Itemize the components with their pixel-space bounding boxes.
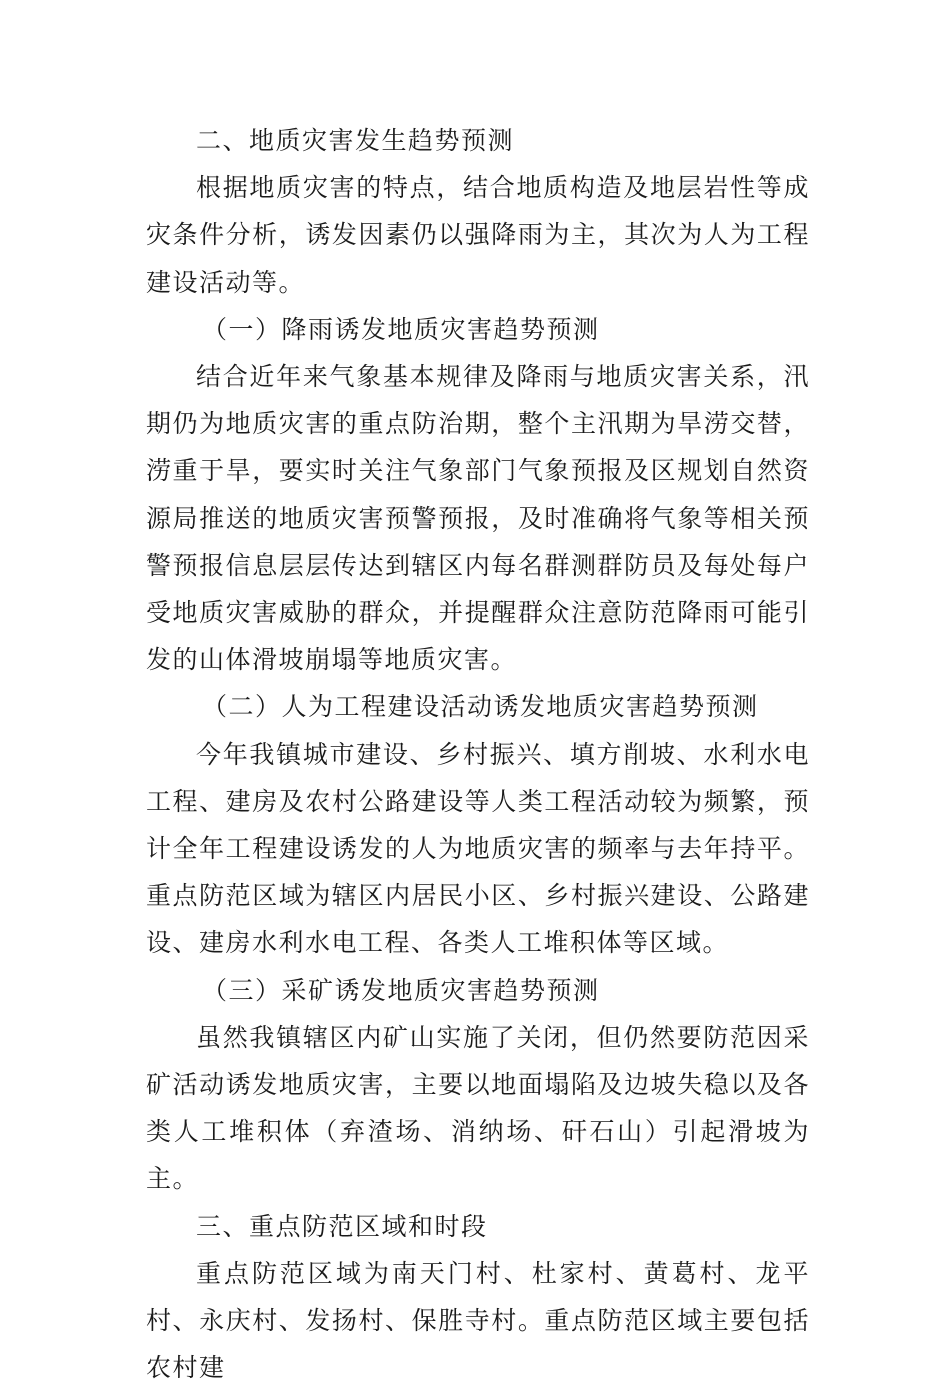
document-body [146, 117, 810, 1391]
subsection-heading-construction: （二）人为工程建设活动诱发地质灾害趋势预测 [202, 692, 759, 722]
subsection-heading-rainfall: （一）降雨诱发地质灾害趋势预测 [202, 314, 600, 344]
paragraph-construction: 今年我镇城市建设、乡村振兴、填方削坡、水利水电工程、建房及农村公路建设等人类工程活动较为频繁，预计全年工程建设诱发的人为地质灾害的频率与去年持平。重点防范区域为辖区内居民小区、乡村振兴建设、公路建设、建房水利水电工程、各类人工堆积体等区域。 [146, 739, 810, 958]
subsection-heading-mining: （三）采矿诱发地质灾害趋势预测 [202, 975, 600, 1005]
paragraph-key-areas: 重点防范区域为南天门村、杜家村、黄葛村、龙平村、永庆村、发扬村、保胜寺村。重点防范区域主要包括农村建 [146, 1258, 810, 1383]
paragraph-rainfall: 结合近年来气象基本规律及降雨与地质灾害关系，汛期仍为地质灾害的重点防治期，整个主汛期为旱涝交替，涝重于旱，要实时关注气象部门气象预报及区规划自然资源局推送的地质灾害预警预报，及时准确将气象等相关预警预报信息层层传达到辖区内每名群测群防员及每处每户受地质灾害威胁的群众，并提醒群众注意防范降雨可能引发的山体滑坡崩塌等地质灾害。 [146, 362, 810, 675]
paragraph-trend-overview: 根据地质灾害的特点，结合地质构造及地层岩性等成灾条件分析，诱发因素仍以强降雨为主，其次为人为工程建设活动等。 [146, 173, 810, 297]
section-heading-3: 三、重点防范区域和时段 [196, 1211, 488, 1241]
paragraph-mining: 虽然我镇辖区内矿山实施了关闭，但仍然要防范因采矿活动诱发地质灾害，主要以地面塌陷及边坡失稳以及各类人工堆积体（弃渣场、消纳场、矸石山）引起滑坡为主。 [146, 1022, 810, 1194]
section-heading-2: 二、地质灾害发生趋势预测 [196, 126, 515, 155]
